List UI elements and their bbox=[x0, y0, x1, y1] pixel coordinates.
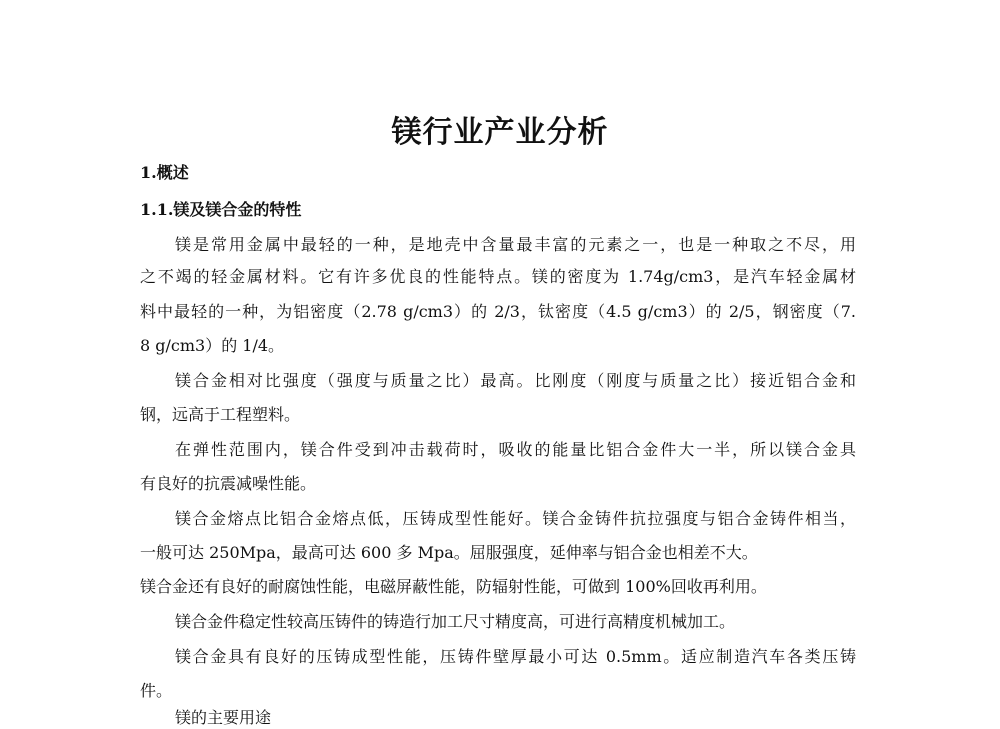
paragraph-line: 一般可达 250Mpa，最高可达 600 多 Mpa。屈服强度，延伸率与铝合金也相差不大。 bbox=[140, 543, 758, 562]
paragraph-line: 镁合金熔点比铝合金熔点低，压铸成型性能好。镁合金铸件抗拉强度与铝合金铸件相当， bbox=[175, 509, 856, 528]
section-heading-overview: 1.概述 bbox=[140, 163, 189, 182]
paragraph-line: 8 g/cm3）的 1/4。 bbox=[140, 336, 285, 355]
paragraph-line: 有良好的抗震减噪性能。 bbox=[140, 474, 317, 493]
paragraph-line: 料中最轻的一种，为铝密度（2.78 g/cm3）的 2/3，钛密度（4.5 g/cm3）的 2/5，钢密度（7. bbox=[140, 302, 856, 321]
paragraph-line: 镁合金件稳定性较高压铸件的铸造行加工尺寸精度高，可进行高精度机械加工。 bbox=[175, 612, 736, 631]
paragraph-line: 镁合金还有良好的耐腐蚀性能，电磁屏蔽性能，防辐射性能，可做到 100%回收再利用。 bbox=[140, 577, 767, 596]
paragraph-line: 镁是常用金属中最轻的一种，是地壳中含量最丰富的元素之一，也是一种取之不尽，用 bbox=[175, 235, 856, 254]
paragraph-line: 钢，远高于工程塑料。 bbox=[140, 405, 301, 424]
paragraph-line: 在弹性范围内，镁合件受到冲击载荷时，吸收的能量比铝合金件大一半，所以镁合金具 bbox=[175, 440, 856, 459]
paragraph-line: 镁合金相对比强度（强度与质量之比）最高。比刚度（刚度与质量之比）接近铝合金和 bbox=[175, 371, 856, 390]
section-heading-properties: 1.1.镁及镁合金的特性 bbox=[140, 200, 302, 219]
document-title: 镁行业产业分析 bbox=[391, 115, 609, 150]
paragraph-line: 件。 bbox=[140, 681, 173, 700]
paragraph-line: 之不竭的轻金属材料。它有许多优良的性能特点。镁的密度为 1.74g/cm3，是汽车轻金属材 bbox=[140, 267, 856, 286]
paragraph-line: 镁合金具有良好的压铸成型性能，压铸件壁厚最小可达 0.5mm。适应制造汽车各类压铸 bbox=[175, 647, 856, 666]
cutoff-line: 镁的主要用途 bbox=[175, 708, 272, 727]
